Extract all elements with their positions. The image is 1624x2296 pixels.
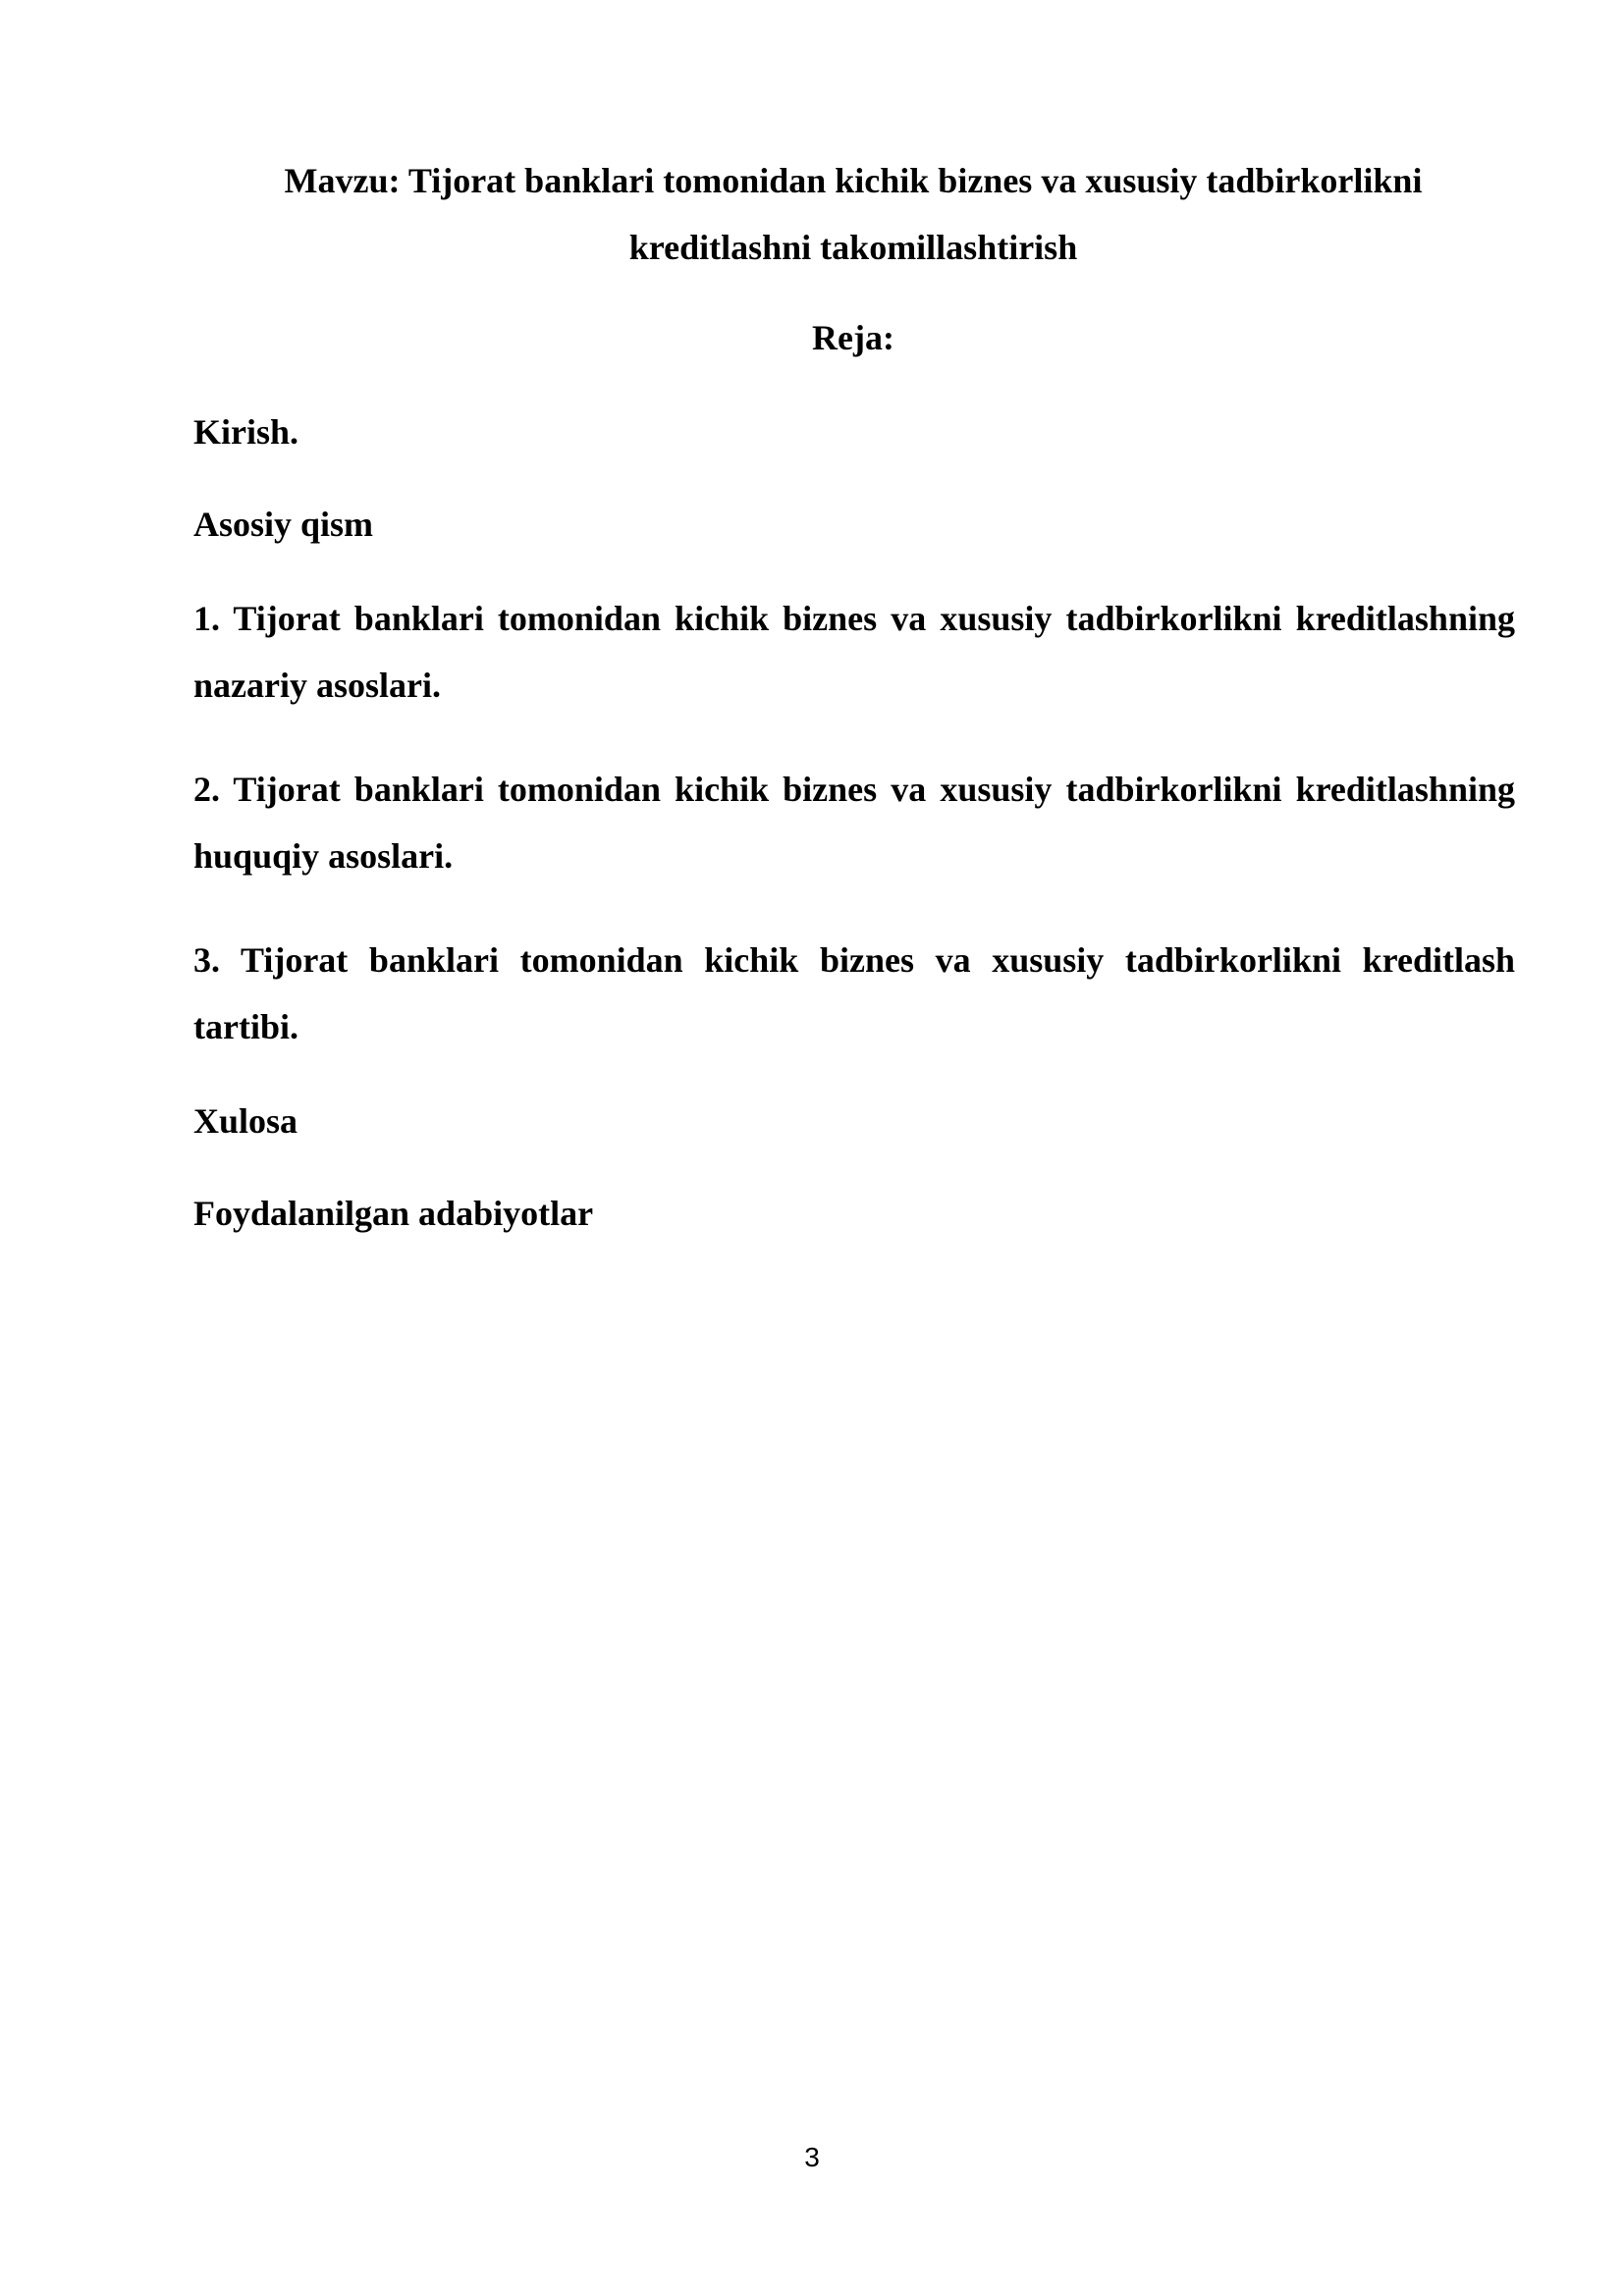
plan-item-3: 3. Tijorat banklari tomonidan kichik biznes va xususiy tadbirkorlikni kreditlash tartibi. [193, 940, 1515, 1046]
main-part-entry: Asosiy qism [193, 505, 374, 544]
plan-item-2: 2. Tijorat banklari tomonidan kichik biznes va xususiy tadbirkorlikni kreditlashning huquqiy asoslari. [193, 770, 1515, 876]
plan-item-1: 1. Tijorat banklari tomonidan kichik biznes va xususiy tadbirkorlikni kreditlashning nazariy asoslari. [193, 599, 1515, 705]
page-number: 3 [804, 2142, 820, 2172]
document-title: Mavzu: Tijorat banklari tomonidan kichik biznes va xususiy tadbirkorlikni kreditlashni takomillashtirish [284, 161, 1423, 267]
references-entry: Foydalanilgan adabiyotlar [193, 1194, 594, 1233]
conclusion-entry: Xulosa [193, 1101, 298, 1141]
introduction-entry: Kirish. [193, 412, 299, 452]
plan-heading: Reja: [812, 318, 894, 357]
